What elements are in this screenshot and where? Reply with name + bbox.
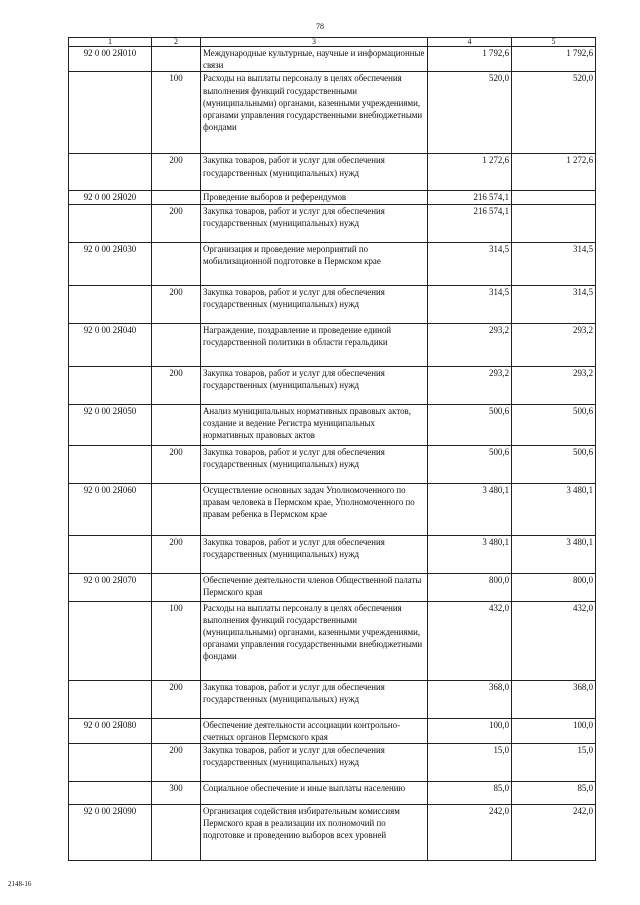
- row-value-1: 216 574,1: [428, 191, 512, 204]
- row-value-2: 1 792,6: [512, 47, 596, 72]
- row-value-1: 216 574,1: [428, 204, 512, 242]
- column-header: 2: [152, 38, 201, 47]
- row-value-1: 3 480,1: [428, 535, 512, 573]
- row-expense-type: 200: [152, 204, 201, 242]
- row-value-2: 1 272,6: [512, 154, 596, 191]
- row-expense-type: [152, 191, 201, 204]
- table-row: [69, 573, 596, 601]
- table-row: [69, 718, 596, 743]
- row-value-1: 100,0: [428, 718, 512, 743]
- row-value-2: 314,5: [512, 242, 596, 285]
- table-body: [69, 47, 596, 861]
- table-row: [69, 204, 596, 242]
- row-value-1: 432,0: [428, 601, 512, 680]
- row-value-1: 293,2: [428, 323, 512, 366]
- row-value-2: [512, 204, 596, 242]
- row-code: 92 0 00 2Я080: [69, 718, 152, 743]
- row-value-1: 500,6: [428, 404, 512, 445]
- row-value-2: 368,0: [512, 680, 596, 718]
- column-header: 1: [69, 38, 152, 47]
- row-name: Расходы на выплаты персоналу в целях обеспечения выполнения функций государственными (муниципальными) органами, казенными учреждениями, органами управления государственными внебюджетными фондами: [201, 601, 428, 680]
- row-value-2: 3 480,1: [512, 483, 596, 535]
- table-row: [69, 744, 596, 782]
- table-row: [69, 782, 596, 805]
- row-expense-type: [152, 323, 201, 366]
- row-expense-type: 200: [152, 680, 201, 718]
- row-expense-type: 100: [152, 72, 201, 154]
- table-row: [69, 323, 596, 366]
- row-name: Закупка товаров, работ и услуг для обеспечения государственных (муниципальных) нужд: [201, 204, 428, 242]
- table-row: [69, 483, 596, 535]
- row-code: [69, 744, 152, 782]
- row-value-1: 85,0: [428, 782, 512, 805]
- row-name: Расходы на выплаты персоналу в целях обеспечения выполнения функций государственными (муниципальными) органами, казенными учреждениями, органами управления государственными внебюджетными фондами: [201, 72, 428, 154]
- row-value-2: 15,0: [512, 744, 596, 782]
- row-code: [69, 154, 152, 191]
- row-name: Закупка товаров, работ и услуг для обеспечения государственных (муниципальных) нужд: [201, 535, 428, 573]
- row-code: 92 0 00 2Я060: [69, 483, 152, 535]
- table-row: [69, 445, 596, 483]
- table-header-row: [69, 38, 596, 47]
- row-value-1: 15,0: [428, 744, 512, 782]
- row-name: Закупка товаров, работ и услуг для обеспечения государственных (муниципальных) нужд: [201, 366, 428, 404]
- row-name: Проведение выборов и референдумов: [201, 191, 428, 204]
- row-code: 92 0 00 2Я010: [69, 47, 152, 72]
- row-expense-type: [152, 404, 201, 445]
- row-value-1: 314,5: [428, 242, 512, 285]
- row-value-1: 3 480,1: [428, 483, 512, 535]
- row-value-1: 500,6: [428, 445, 512, 483]
- row-code: 92 0 00 2Я030: [69, 242, 152, 285]
- row-value-2: 520,0: [512, 72, 596, 154]
- row-expense-type: [152, 242, 201, 285]
- row-value-1: 520,0: [428, 72, 512, 154]
- row-value-2: 85,0: [512, 782, 596, 805]
- table-row: [69, 47, 596, 72]
- row-code: [69, 72, 152, 154]
- row-value-2: 3 480,1: [512, 535, 596, 573]
- row-expense-type: [152, 483, 201, 535]
- row-name: Закупка товаров, работ и услуг для обеспечения государственных (муниципальных) нужд: [201, 154, 428, 191]
- page-number: 78: [316, 22, 324, 31]
- row-code: [69, 445, 152, 483]
- row-expense-type: 200: [152, 285, 201, 323]
- row-name: Закупка товаров, работ и услуг для обеспечения государственных (муниципальных) нужд: [201, 680, 428, 718]
- row-name: Обеспечение деятельности ассоциации контрольно-счетных органов Пермского края: [201, 718, 428, 743]
- row-name: Социальное обеспечение и иные выплаты населению: [201, 782, 428, 805]
- row-expense-type: [152, 573, 201, 601]
- row-value-2: 293,2: [512, 366, 596, 404]
- row-code: [69, 366, 152, 404]
- row-name: Закупка товаров, работ и услуг для обеспечения государственных (муниципальных) нужд: [201, 744, 428, 782]
- row-code: [69, 782, 152, 805]
- row-value-1: 800,0: [428, 573, 512, 601]
- row-expense-type: 100: [152, 601, 201, 680]
- row-code: 92 0 00 2Я040: [69, 323, 152, 366]
- row-value-1: 1 792,6: [428, 47, 512, 72]
- row-code: 92 0 00 2Я070: [69, 573, 152, 601]
- row-expense-type: 200: [152, 535, 201, 573]
- table-row: [69, 366, 596, 404]
- row-name: Организация содействия избирательным комиссиям Пермского края в реализации их полномочий по подготовке и проведению выборов всех уровней: [201, 805, 428, 861]
- row-expense-type: 200: [152, 445, 201, 483]
- table-row: [69, 535, 596, 573]
- row-value-1: 242,0: [428, 805, 512, 861]
- table-row: [69, 72, 596, 154]
- row-code: 92 0 00 2Я090: [69, 805, 152, 861]
- table-row: [69, 680, 596, 718]
- row-value-2: 100,0: [512, 718, 596, 743]
- row-name: Закупка товаров, работ и услуг для обеспечения государственных (муниципальных) нужд: [201, 445, 428, 483]
- row-code: 92 0 00 2Я020: [69, 191, 152, 204]
- row-code: [69, 285, 152, 323]
- row-expense-type: [152, 805, 201, 861]
- column-header: 3: [201, 38, 428, 47]
- row-code: [69, 535, 152, 573]
- row-value-2: 242,0: [512, 805, 596, 861]
- row-code: [69, 601, 152, 680]
- row-name: Анализ муниципальных нормативных правовых актов, создание и ведение Регистра муниципальных нормативных правовых актов: [201, 404, 428, 445]
- table-row: [69, 191, 596, 204]
- column-header: 4: [428, 38, 512, 47]
- row-value-1: 293,2: [428, 366, 512, 404]
- row-name: Награждение, поздравление и проведение единой государственной политики в области геральдики: [201, 323, 428, 366]
- row-name: Закупка товаров, работ и услуг для обеспечения государственных (муниципальных) нужд: [201, 285, 428, 323]
- table-row: [69, 404, 596, 445]
- row-name: Осуществление основных задач Уполномоченного по правам человека в Пермском крае, Уполномоченного по правам ребенка в Пермском крае: [201, 483, 428, 535]
- table-row: [69, 601, 596, 680]
- row-expense-type: [152, 718, 201, 743]
- row-code: [69, 204, 152, 242]
- table-row: [69, 805, 596, 861]
- row-value-2: 800,0: [512, 573, 596, 601]
- row-value-1: 368,0: [428, 680, 512, 718]
- row-expense-type: [152, 47, 201, 72]
- row-value-2: [512, 191, 596, 204]
- row-name: Международные культурные, научные и информационные связи: [201, 47, 428, 72]
- document-code: 2148-16: [8, 880, 32, 888]
- row-name: Обеспечение деятельности членов Общественной палаты Пермского края: [201, 573, 428, 601]
- row-value-2: 500,6: [512, 445, 596, 483]
- row-expense-type: 200: [152, 154, 201, 191]
- row-expense-type: 200: [152, 366, 201, 404]
- row-expense-type: 300: [152, 782, 201, 805]
- row-name: Организация и проведение мероприятий по мобилизационной подготовке в Пермском крае: [201, 242, 428, 285]
- row-value-2: 293,2: [512, 323, 596, 366]
- table-row: [69, 154, 596, 191]
- row-value-2: 314,5: [512, 285, 596, 323]
- row-expense-type: 200: [152, 744, 201, 782]
- row-value-2: 432,0: [512, 601, 596, 680]
- table-row: [69, 285, 596, 323]
- column-header: 5: [512, 38, 596, 47]
- table-row: [69, 242, 596, 285]
- row-code: [69, 680, 152, 718]
- row-value-2: 500,6: [512, 404, 596, 445]
- budget-table: [68, 37, 596, 861]
- row-value-1: 314,5: [428, 285, 512, 323]
- row-value-1: 1 272,6: [428, 154, 512, 191]
- row-code: 92 0 00 2Я050: [69, 404, 152, 445]
